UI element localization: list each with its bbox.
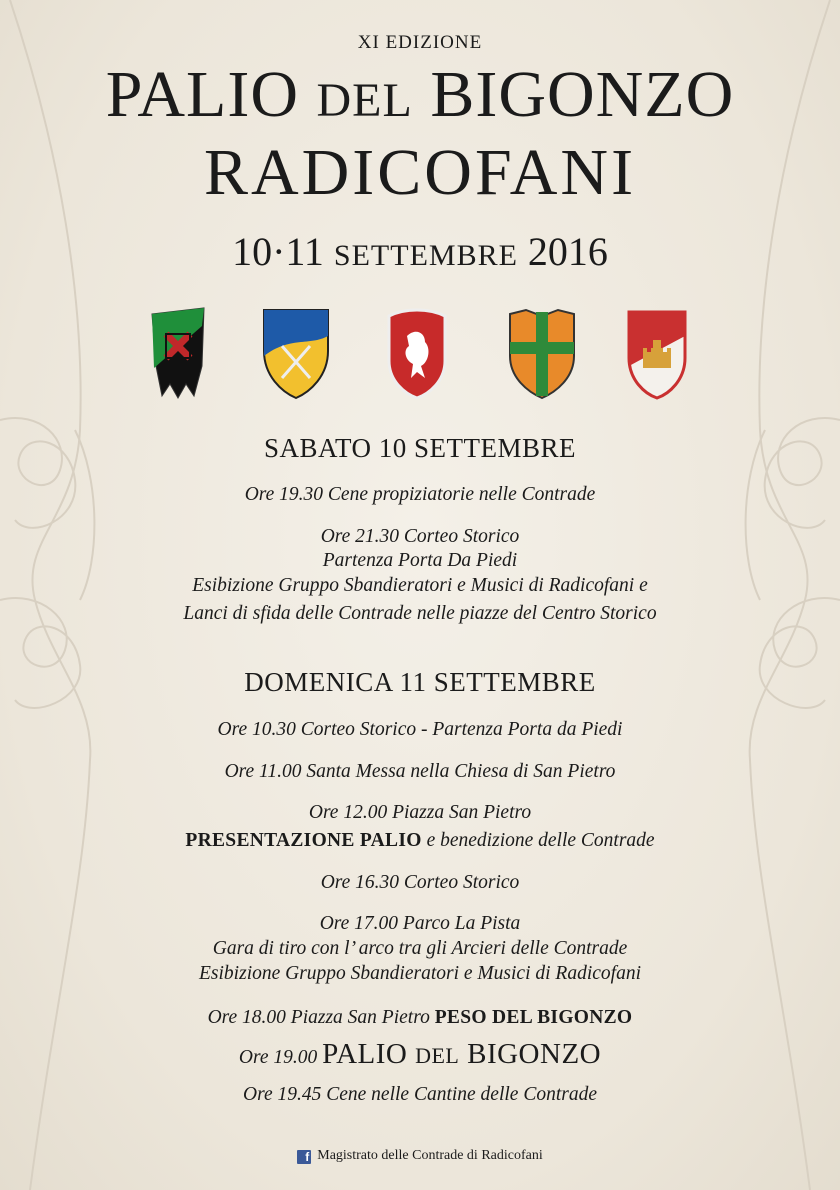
peso-time-text: Ore 18.00 Piazza San Pietro bbox=[207, 1007, 435, 1028]
dates-month: SETTEMBRE bbox=[333, 239, 518, 272]
edition-label: XI EDIZIONE bbox=[357, 32, 483, 53]
footer-text: Magistrato delle Contrade di Radicofani bbox=[317, 1148, 543, 1163]
sunday-line-10 bbox=[0, 1040, 840, 1069]
sunday-line-3: Ore 12.00 Piazza San Pietro bbox=[308, 802, 532, 823]
presentazione-palio-label: PRESENTAZIONE PALIO bbox=[185, 830, 422, 851]
event-dates bbox=[0, 229, 840, 274]
dates-days: 10·11 bbox=[232, 229, 324, 274]
sunday-title: DOMENICA 11 SETTEMBRE bbox=[244, 667, 596, 697]
del-word: DEL bbox=[415, 1043, 460, 1068]
saturday-line-5: Lanci di sfida delle Contrade nelle piazze del Centro Storico bbox=[183, 603, 657, 624]
sunday-line-6: Ore 17.00 Parco La Pista bbox=[319, 913, 521, 934]
title-word-palio: PALIO bbox=[105, 58, 299, 131]
saturday-line-3: Partenza Porta Da Piedi bbox=[322, 550, 518, 571]
saturday-line-1: Ore 19.30 Cene propiziatorie nelle Contrade bbox=[244, 484, 596, 505]
main-title-line1 bbox=[0, 58, 840, 131]
benedizione-text: e benedizione delle Contrade bbox=[421, 830, 655, 851]
sunday-line-7: Gara di tiro con l’ arco tra gli Arcieri delle Contrade bbox=[212, 938, 628, 959]
blue-yellow-shield-icon bbox=[260, 306, 332, 401]
title-word-bigonzo: BIGONZO bbox=[430, 58, 735, 131]
sunday-line-4 bbox=[0, 831, 840, 851]
footer bbox=[0, 1148, 840, 1164]
palio-word: PALIO bbox=[322, 1038, 408, 1070]
saturday-title: SABATO 10 SETTEMBRE bbox=[263, 433, 577, 463]
orange-green-cross-shield-icon bbox=[506, 306, 578, 401]
saturday-line-4: Esibizione Gruppo Sbandieratori e Musici di Radicofani e bbox=[192, 575, 648, 596]
contrade-shields bbox=[140, 306, 700, 406]
sunday-line-9 bbox=[0, 1008, 840, 1028]
title-word-del: DEL bbox=[316, 74, 413, 127]
sunday-line-5: Ore 16.30 Corteo Storico bbox=[320, 872, 520, 893]
saturday-line-2: Ore 21.30 Corteo Storico bbox=[320, 526, 520, 547]
dates-year: 2016 bbox=[527, 229, 608, 274]
main-title-line2: RADICOFANI bbox=[203, 136, 637, 209]
palio-time-text: Ore 19.00 bbox=[238, 1047, 323, 1068]
facebook-icon[interactable]: f bbox=[297, 1150, 311, 1164]
sunday-line-2: Ore 11.00 Santa Messa nella Chiesa di San Pietro bbox=[224, 761, 616, 782]
red-white-castle-shield-icon bbox=[625, 306, 689, 401]
sunday-line-8: Esibizione Gruppo Sbandieratori e Musici di Radicofani bbox=[199, 963, 641, 984]
green-black-shield-icon bbox=[148, 306, 208, 401]
peso-del-bigonzo-label: PESO DEL BIGONZO bbox=[434, 1007, 633, 1028]
sunday-line-11: Ore 19.45 Cene nelle Cantine delle Contrade bbox=[243, 1084, 597, 1105]
sunday-line-1: Ore 10.30 Corteo Storico - Partenza Porta da Piedi bbox=[217, 719, 623, 740]
bigonzo-word: BIGONZO bbox=[467, 1038, 602, 1070]
palio-del-bigonzo-label bbox=[322, 1038, 601, 1070]
red-lion-shield-icon bbox=[385, 306, 449, 401]
